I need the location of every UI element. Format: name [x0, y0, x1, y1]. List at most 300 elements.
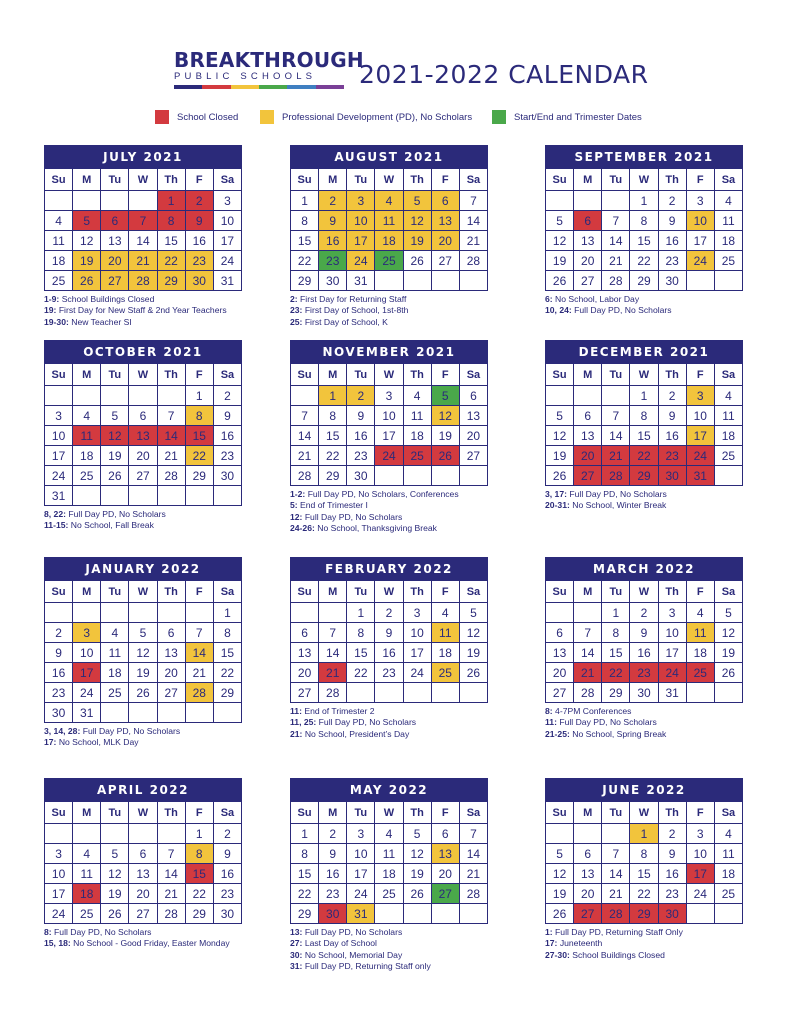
- weekday-header: Tu: [347, 581, 375, 603]
- weekday-header: W: [630, 169, 658, 191]
- day-cell: 2: [213, 386, 241, 406]
- empty-day-cell: [45, 824, 73, 844]
- day-cell: 21: [129, 251, 157, 271]
- note-text: No School, President’s Day: [304, 728, 410, 739]
- empty-day-cell: [403, 683, 431, 703]
- day-cell: 15: [602, 643, 630, 663]
- day-cell: 19: [403, 231, 431, 251]
- day-cell: 24: [347, 884, 375, 904]
- day-cell: 1: [291, 191, 319, 211]
- day-cell: 27: [129, 466, 157, 486]
- day-cell: 24: [375, 446, 403, 466]
- day-cell: 7: [185, 623, 213, 643]
- day-cell: 4: [45, 211, 73, 231]
- empty-day-cell: [602, 824, 630, 844]
- day-cell: 6: [431, 191, 459, 211]
- day-cell: 7: [157, 406, 185, 426]
- month-table: [545, 778, 743, 924]
- empty-day-cell: [714, 904, 742, 924]
- month-notes: [290, 294, 488, 328]
- day-cell: 24: [73, 683, 101, 703]
- day-cell: 6: [431, 824, 459, 844]
- weekday-header: Th: [157, 581, 185, 603]
- day-cell: 28: [602, 466, 630, 486]
- day-cell: 30: [45, 703, 73, 723]
- day-cell: 1: [213, 603, 241, 623]
- day-cell: 17: [686, 426, 714, 446]
- day-cell: 29: [185, 466, 213, 486]
- note-dates: 5:: [290, 500, 298, 511]
- day-cell: 13: [574, 864, 602, 884]
- note-line: [44, 520, 242, 531]
- empty-day-cell: [431, 466, 459, 486]
- day-cell: 18: [73, 884, 101, 904]
- day-cell: 9: [185, 211, 213, 231]
- day-cell: 4: [73, 844, 101, 864]
- day-cell: 14: [129, 231, 157, 251]
- weekday-header: Sa: [213, 581, 241, 603]
- empty-day-cell: [375, 271, 403, 291]
- day-cell: 13: [129, 426, 157, 446]
- note-text: Full Day PD, No Scholars: [569, 489, 667, 499]
- day-cell: 18: [403, 426, 431, 446]
- day-cell: 16: [375, 643, 403, 663]
- empty-day-cell: [403, 271, 431, 291]
- day-cell: 20: [101, 251, 129, 271]
- logo-bar-segment: [287, 85, 315, 89]
- weekday-header: Su: [291, 802, 319, 824]
- day-cell: 2: [658, 386, 686, 406]
- day-cell: 18: [375, 231, 403, 251]
- day-cell: 20: [129, 446, 157, 466]
- day-cell: 26: [546, 271, 574, 291]
- logo-bar-segment: [231, 85, 259, 89]
- day-cell: 13: [157, 643, 185, 663]
- day-cell: 15: [630, 231, 658, 251]
- day-cell: 12: [101, 864, 129, 884]
- day-cell: 19: [714, 643, 742, 663]
- day-cell: 17: [45, 446, 73, 466]
- weekday-header: W: [630, 581, 658, 603]
- breakthrough-logo: [174, 48, 364, 89]
- day-cell: 13: [291, 643, 319, 663]
- day-cell: 3: [686, 386, 714, 406]
- day-cell: 24: [403, 663, 431, 683]
- note-dates: 3, 17:: [545, 489, 567, 499]
- weekday-header: Th: [658, 581, 686, 603]
- day-cell: 23: [319, 884, 347, 904]
- day-cell: 5: [403, 191, 431, 211]
- weekday-header: Tu: [602, 169, 630, 191]
- note-dates: 17:: [545, 938, 558, 949]
- weekday-header: Tu: [347, 802, 375, 824]
- day-cell: 19: [129, 663, 157, 683]
- day-cell: 13: [129, 864, 157, 884]
- day-cell: 9: [658, 211, 686, 231]
- day-cell: 8: [291, 211, 319, 231]
- day-cell: 22: [185, 446, 213, 466]
- weekday-header: Su: [45, 802, 73, 824]
- weekday-header: M: [319, 169, 347, 191]
- month-calendar: [44, 557, 242, 749]
- day-cell: 8: [319, 406, 347, 426]
- weekday-header: Sa: [714, 802, 742, 824]
- note-line: [290, 489, 488, 500]
- day-cell: 3: [375, 386, 403, 406]
- day-cell: 1: [185, 386, 213, 406]
- empty-day-cell: [73, 603, 101, 623]
- day-cell: 11: [101, 643, 129, 663]
- note-line: [545, 706, 743, 717]
- day-cell: 2: [658, 824, 686, 844]
- note-text: First Day of School, K: [304, 316, 388, 327]
- day-cell: 18: [101, 663, 129, 683]
- day-cell: 26: [459, 663, 487, 683]
- day-cell: 8: [347, 623, 375, 643]
- day-cell: 22: [291, 884, 319, 904]
- note-text: Full Day PD, No Scholars: [82, 726, 181, 736]
- day-cell: 1: [347, 603, 375, 623]
- day-cell: 3: [213, 191, 241, 211]
- note-dates: 8:: [545, 706, 553, 716]
- day-cell: 31: [347, 271, 375, 291]
- note-line: [44, 927, 242, 938]
- day-cell: 2: [630, 603, 658, 623]
- day-cell: 18: [73, 446, 101, 466]
- day-cell: 12: [73, 231, 101, 251]
- weekday-header: W: [375, 169, 403, 191]
- weekday-header: Sa: [213, 169, 241, 191]
- weekday-header: Tu: [602, 364, 630, 386]
- note-text: First Day for New Staff & 2nd Year Teachers: [58, 305, 227, 316]
- weekday-header: Th: [658, 364, 686, 386]
- empty-day-cell: [291, 386, 319, 406]
- day-cell: 18: [431, 643, 459, 663]
- day-cell: 2: [658, 191, 686, 211]
- note-dates: 12:: [290, 511, 303, 522]
- month-table: [290, 778, 488, 924]
- day-cell: 9: [319, 844, 347, 864]
- weekday-header: M: [73, 364, 101, 386]
- note-text: Full Day PD, Returning Staff only: [304, 960, 431, 971]
- note-line: [44, 726, 242, 737]
- day-cell: 20: [574, 251, 602, 271]
- day-cell: 29: [630, 271, 658, 291]
- empty-day-cell: [602, 386, 630, 406]
- day-cell: 28: [129, 271, 157, 291]
- empty-day-cell: [157, 824, 185, 844]
- empty-day-cell: [129, 824, 157, 844]
- note-line: [44, 294, 242, 305]
- weekday-header: Sa: [459, 581, 487, 603]
- empty-day-cell: [45, 191, 73, 211]
- note-line: [545, 500, 743, 511]
- day-cell: 21: [459, 864, 487, 884]
- weekday-header: F: [431, 581, 459, 603]
- note-text: Juneteenth: [559, 938, 603, 949]
- day-cell: 5: [714, 603, 742, 623]
- day-cell: 28: [459, 251, 487, 271]
- day-cell: 28: [574, 683, 602, 703]
- day-cell: 17: [375, 426, 403, 446]
- empty-day-cell: [185, 703, 213, 723]
- month-calendar: [44, 145, 242, 328]
- empty-day-cell: [73, 386, 101, 406]
- legend-item-trimester: [492, 110, 642, 124]
- empty-day-cell: [546, 191, 574, 211]
- day-cell: 23: [630, 663, 658, 683]
- day-cell: 23: [45, 683, 73, 703]
- empty-day-cell: [45, 603, 73, 623]
- day-cell: 12: [546, 231, 574, 251]
- day-cell: 8: [630, 406, 658, 426]
- day-cell: 17: [658, 643, 686, 663]
- month-notes: [290, 706, 488, 740]
- day-cell: 27: [574, 271, 602, 291]
- empty-day-cell: [129, 486, 157, 506]
- day-cell: 11: [45, 231, 73, 251]
- weekday-header: Th: [658, 802, 686, 824]
- month-title: AUGUST 2021: [291, 146, 488, 169]
- day-cell: 7: [129, 211, 157, 231]
- day-cell: 10: [45, 864, 73, 884]
- weekday-header: Tu: [602, 581, 630, 603]
- note-dates: 11:: [545, 717, 557, 728]
- weekday-header: Su: [291, 364, 319, 386]
- day-cell: 28: [319, 683, 347, 703]
- note-text: End of Trimester 2: [304, 706, 375, 716]
- day-cell: 18: [714, 231, 742, 251]
- day-cell: 1: [630, 386, 658, 406]
- day-cell: 12: [129, 643, 157, 663]
- weekday-header: Sa: [213, 802, 241, 824]
- note-line: [290, 523, 488, 534]
- day-cell: 2: [319, 191, 347, 211]
- day-cell: 25: [73, 466, 101, 486]
- empty-day-cell: [403, 466, 431, 486]
- weekday-header: Th: [403, 169, 431, 191]
- note-dates: 30:: [290, 949, 303, 960]
- weekday-header: M: [73, 169, 101, 191]
- weekday-header: Th: [157, 364, 185, 386]
- empty-day-cell: [431, 271, 459, 291]
- day-cell: 10: [73, 643, 101, 663]
- day-cell: 11: [375, 844, 403, 864]
- day-cell: 27: [574, 904, 602, 924]
- note-line: [290, 717, 488, 728]
- weekday-header: F: [185, 364, 213, 386]
- note-dates: 1-9:: [44, 294, 60, 304]
- weekday-header: Su: [546, 364, 574, 386]
- day-cell: 20: [574, 884, 602, 904]
- day-cell: 19: [431, 426, 459, 446]
- weekday-header: Sa: [714, 169, 742, 191]
- day-cell: 7: [602, 406, 630, 426]
- month-table: [44, 557, 242, 723]
- note-dates: 27-30:: [545, 949, 570, 960]
- empty-day-cell: [574, 191, 602, 211]
- day-cell: 22: [185, 884, 213, 904]
- weekday-header: W: [630, 364, 658, 386]
- day-cell: 8: [185, 844, 213, 864]
- month-title: NOVEMBER 2021: [291, 341, 488, 364]
- day-cell: 4: [101, 623, 129, 643]
- weekday-header: Tu: [347, 364, 375, 386]
- day-cell: 6: [291, 623, 319, 643]
- month-notes: [44, 294, 242, 328]
- month-calendar: [545, 145, 743, 317]
- day-cell: 17: [45, 884, 73, 904]
- day-cell: 29: [291, 904, 319, 924]
- logo-bar-segment: [174, 85, 202, 89]
- note-line: [545, 729, 743, 740]
- day-cell: 24: [686, 251, 714, 271]
- note-text: Full Day PD, No Scholars: [574, 305, 672, 316]
- day-cell: 4: [686, 603, 714, 623]
- empty-day-cell: [157, 386, 185, 406]
- day-cell: 10: [658, 623, 686, 643]
- empty-day-cell: [129, 703, 157, 723]
- weekday-header: W: [129, 581, 157, 603]
- day-cell: 30: [658, 271, 686, 291]
- day-cell: 19: [546, 884, 574, 904]
- month-title: MARCH 2022: [546, 558, 743, 581]
- day-cell: 10: [213, 211, 241, 231]
- empty-day-cell: [129, 603, 157, 623]
- day-cell: 29: [291, 271, 319, 291]
- day-cell: 6: [574, 406, 602, 426]
- weekday-header: W: [129, 364, 157, 386]
- day-cell: 7: [459, 824, 487, 844]
- day-cell: 29: [630, 904, 658, 924]
- day-cell: 27: [459, 446, 487, 466]
- day-cell: 20: [157, 663, 185, 683]
- weekday-header: M: [319, 364, 347, 386]
- empty-day-cell: [101, 486, 129, 506]
- empty-day-cell: [546, 603, 574, 623]
- day-cell: 1: [185, 824, 213, 844]
- month-calendar: [290, 557, 488, 740]
- day-cell: 1: [630, 191, 658, 211]
- day-cell: 24: [347, 251, 375, 271]
- day-cell: 29: [602, 683, 630, 703]
- day-cell: 10: [375, 406, 403, 426]
- weekday-header: F: [185, 169, 213, 191]
- month-notes: [290, 927, 488, 972]
- weekday-header: Tu: [602, 802, 630, 824]
- empty-day-cell: [157, 603, 185, 623]
- month-title: MAY 2022: [291, 779, 488, 802]
- month-title: JANUARY 2022: [45, 558, 242, 581]
- weekday-header: F: [431, 802, 459, 824]
- empty-day-cell: [714, 683, 742, 703]
- logo-bar-segment: [316, 85, 344, 89]
- weekday-header: Tu: [347, 169, 375, 191]
- note-line: [290, 729, 488, 740]
- weekday-header: F: [686, 802, 714, 824]
- day-cell: 29: [185, 904, 213, 924]
- month-table: [44, 145, 242, 291]
- day-cell: 7: [459, 191, 487, 211]
- empty-day-cell: [574, 824, 602, 844]
- weekday-header: Su: [45, 581, 73, 603]
- day-cell: 7: [157, 844, 185, 864]
- day-cell: 9: [658, 406, 686, 426]
- day-cell: 1: [319, 386, 347, 406]
- note-dates: 31:: [290, 960, 303, 971]
- month-calendar: [545, 557, 743, 740]
- note-dates: 21-25:: [545, 728, 570, 739]
- day-cell: 5: [129, 623, 157, 643]
- day-cell: 23: [319, 251, 347, 271]
- note-dates: 11:: [290, 706, 302, 716]
- empty-day-cell: [574, 603, 602, 623]
- weekday-header: Th: [658, 169, 686, 191]
- day-cell: 30: [658, 466, 686, 486]
- month-calendar: [545, 778, 743, 961]
- day-cell: 26: [403, 884, 431, 904]
- empty-day-cell: [213, 703, 241, 723]
- day-cell: 17: [73, 663, 101, 683]
- logo-bar-segment: [259, 85, 287, 89]
- empty-day-cell: [431, 683, 459, 703]
- note-dates: 25:: [290, 316, 303, 327]
- day-cell: 28: [185, 683, 213, 703]
- day-cell: 30: [630, 683, 658, 703]
- logo-color-bar: [174, 85, 344, 89]
- note-line: [545, 927, 743, 938]
- month-calendar: [44, 340, 242, 532]
- note-line: [290, 500, 488, 511]
- day-cell: 31: [45, 486, 73, 506]
- day-cell: 16: [658, 426, 686, 446]
- weekday-header: W: [129, 802, 157, 824]
- day-cell: 27: [431, 251, 459, 271]
- note-text: No School, Fall Break: [70, 520, 154, 531]
- day-cell: 27: [431, 884, 459, 904]
- day-cell: 11: [714, 211, 742, 231]
- day-cell: 23: [213, 884, 241, 904]
- day-cell: 18: [686, 643, 714, 663]
- day-cell: 4: [375, 824, 403, 844]
- day-cell: 26: [101, 904, 129, 924]
- day-cell: 25: [73, 904, 101, 924]
- note-text: New Teacher SI: [71, 316, 132, 327]
- day-cell: 11: [73, 864, 101, 884]
- note-text: Last Day of School: [304, 938, 377, 949]
- day-cell: 29: [319, 466, 347, 486]
- day-cell: 18: [45, 251, 73, 271]
- day-cell: 17: [686, 864, 714, 884]
- month-calendar: [44, 778, 242, 950]
- day-cell: 22: [319, 446, 347, 466]
- note-line: [545, 489, 743, 500]
- empty-day-cell: [431, 904, 459, 924]
- day-cell: 15: [630, 426, 658, 446]
- note-line: [545, 294, 743, 305]
- day-cell: 9: [375, 623, 403, 643]
- day-cell: 8: [157, 211, 185, 231]
- day-cell: 14: [157, 864, 185, 884]
- day-cell: 14: [602, 231, 630, 251]
- weekday-header: F: [185, 802, 213, 824]
- day-cell: 24: [658, 663, 686, 683]
- day-cell: 22: [630, 251, 658, 271]
- day-cell: 21: [157, 446, 185, 466]
- month-notes: [545, 927, 743, 961]
- month-title: JULY 2021: [45, 146, 242, 169]
- month-notes: [545, 706, 743, 740]
